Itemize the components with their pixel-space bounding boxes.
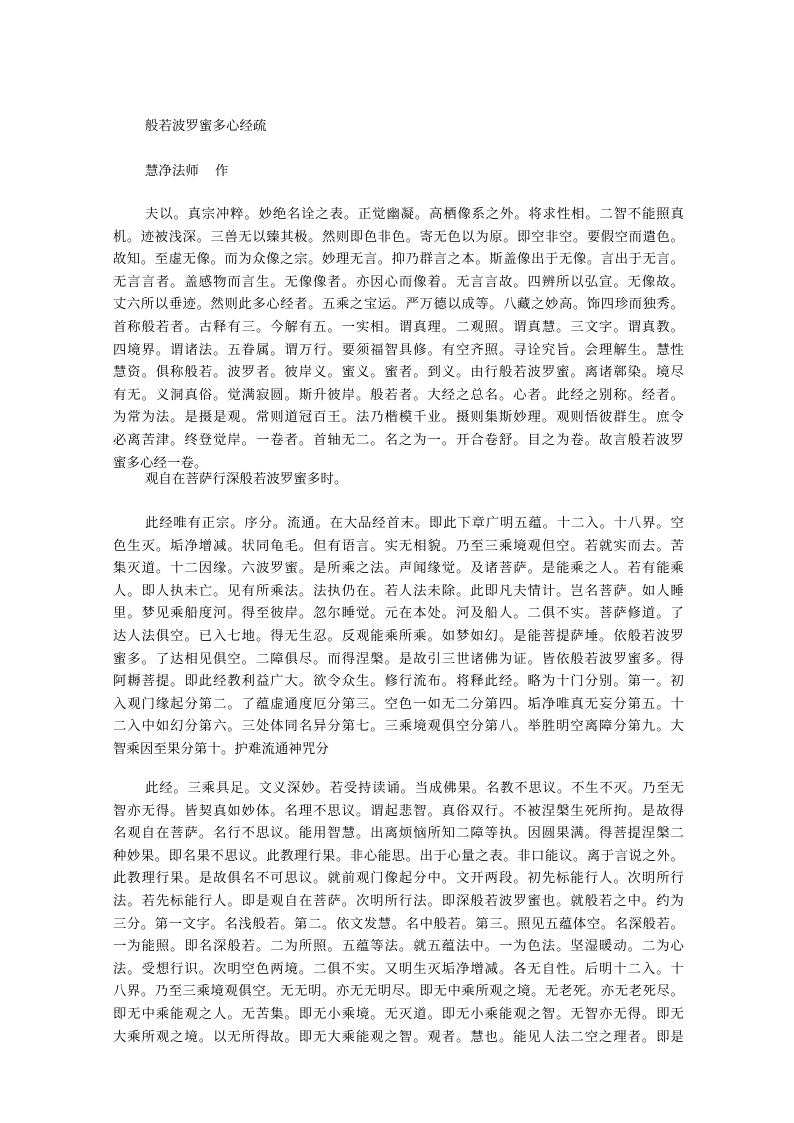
paragraph-line: 四境界。谓诸法。五眷属。谓万行。要须福智具修。有空齐照。寻诠究旨。会理解生。慧性 bbox=[113, 342, 684, 358]
paragraph-line: 夫以。真宗冲粹。妙绝名诠之表。正觉幽凝。高栖像系之外。将求性相。二智不能照真 bbox=[145, 207, 684, 222]
paragraph-line: 色生灭。垢净增减。状同龟毛。但有语言。实无相貌。乃至三乘境观但空。若就实而去。苦 bbox=[113, 538, 684, 554]
preface-paragraph bbox=[113, 204, 684, 475]
paragraph-line: 法。受想行识。次明空色两境。二俱不实。又明生灭垢净增减。各无自性。后明十二入。十 bbox=[113, 961, 684, 977]
paragraph-line: 智乘因至果分第十。护难流通神咒分 bbox=[113, 741, 329, 757]
paragraph-line: 有无。义洞真俗。觉满寂圆。斯升彼岸。般若者。大经之总名。心者。此经之别称。经者。 bbox=[113, 387, 684, 403]
author-line bbox=[145, 161, 229, 184]
paragraph-line: 集灭道。十二因缘。六波罗蜜。是所乘之法。声闻缘觉。及诸菩萨。是能乘之人。若有能乘 bbox=[113, 561, 684, 577]
paragraph-line: 种妙果。即名果不思议。此教理行果。非心能思。出于心量之表。非口能议。离于言说之外。 bbox=[113, 848, 684, 864]
author-suffix: 作 bbox=[215, 164, 229, 179]
paragraph-line: 达人法俱空。已入七地。得无生忍。反观能乘所乘。如梦如幻。是能菩提萨埵。依般若波罗 bbox=[113, 628, 684, 644]
paragraph-line: 里。梦见乘船度河。得至彼岸。忽尔睡觉。元在本处。河及船人。二俱不实。菩萨修道。了 bbox=[113, 606, 684, 622]
paragraph-line: 三分。第一文字。名浅般若。第二。依文发慧。名中般若。第三。照见五蕴体空。名深般若。 bbox=[113, 916, 684, 932]
paragraph-line: 法。若先标能行人。即是观自在菩萨。次明所行法。即深般若波罗蜜也。就般若之中。约为 bbox=[113, 893, 684, 909]
paragraph-line: 人。即人执未亡。见有所乘法。法执仍在。若人法未除。此即凡夫情计。岂名菩萨。如人睡 bbox=[113, 583, 684, 599]
paragraph-line: 即无中乘能观之人。无苦集。即无小乘境。无灭道。即无小乘能观之智。无智亦无得。即无 bbox=[113, 1006, 684, 1022]
paragraph-line: 蜜多心经一卷。 bbox=[113, 455, 208, 471]
commentary-paragraph bbox=[113, 513, 684, 762]
paragraph-line: 入观门缘起分第二。了蕴虚通度厄分第三。空色一如无二分第四。垢净唯真无妄分第五。十 bbox=[113, 696, 684, 712]
paragraph-line: 为常为法。是摄是观。常则道冠百王。法乃楷模千业。摄则集斯妙理。观则悟彼群生。庶令 bbox=[113, 410, 684, 426]
paragraph-line: 名观自在菩萨。名行不思议。能用智慧。出离烦恼所知二障等执。因圆果满。得菩提涅槃二 bbox=[113, 826, 684, 842]
paragraph-line: 此经唯有正宗。序分。流通。在大品经首末。即此下章广明五蕴。十二入。十八界。空 bbox=[145, 516, 684, 531]
paragraph-line: 二入中如幻分第六。三处体同名异分第七。三乘境观俱空分第八。举胜明空离障分第九。大 bbox=[113, 719, 684, 735]
paragraph-line: 故知。至虚无像。而为众像之宗。妙理无言。抑乃群言之本。斯盖像出于无像。言出于无言。 bbox=[113, 252, 684, 268]
paragraph-line: 观自在菩萨行深般若波罗蜜多时。 bbox=[145, 472, 348, 487]
paragraph-line: 丈六所以垂迹。然则此多心经者。五乘之宝运。严万德以成等。八藏之妙高。饰四珍而独秀。 bbox=[113, 297, 684, 313]
paragraph-line: 大乘所观之境。以无所得故。即无大乘能观之智。观者。慧也。能见人法二空之理者。即是 bbox=[113, 1029, 684, 1045]
paragraph-line: 此经。三乘具足。文义深妙。若受持读诵。当成佛果。名教不思议。不生不灭。乃至无 bbox=[145, 781, 684, 796]
sutra-quote-paragraph bbox=[113, 469, 684, 492]
title-text: 般若波罗蜜多心经疏 bbox=[145, 119, 267, 134]
paragraph-line: 阿耨菩提。即此经教利益广大。欲令众生。修行流布。将释此经。略为十门分别。第一。初 bbox=[113, 674, 684, 690]
paragraph-line: 无言言者。盖感物而言生。无像像者。亦因心而像着。无言言故。四辨所以弘宣。无像故。 bbox=[113, 274, 684, 290]
paragraph-line: 机。迹被浅深。三兽无以臻其极。然则即色非色。寄无色以为原。即空非空。要假空而遣色。 bbox=[113, 229, 684, 245]
paragraph-line: 首称般若者。古释有三。今解有五。一实相。谓真理。二观照。谓真慧。三文字。谓真教。 bbox=[113, 319, 684, 335]
paragraph-line: 一为能照。即名深般若。二为所照。五蕴等法。就五蕴法中。一为色法。坚湿暖动。二为心 bbox=[113, 939, 684, 955]
paragraph-line: 智亦无得。皆契真如妙体。名理不思议。谓起悲智。真俗双行。不被涅槃生死所拘。是故得 bbox=[113, 803, 684, 819]
paragraph-line: 蜜多。了达相见俱空。二障俱尽。而得涅槃。是故引三世诸佛为证。皆依般若波罗蜜多。得 bbox=[113, 651, 684, 667]
author-name: 慧净法师 bbox=[145, 164, 199, 179]
commentary-paragraph bbox=[113, 778, 684, 1049]
paragraph-line: 此教理行果。是故俱名不可思议。就前观门像起分中。文开两段。初先标能行人。次明所行 bbox=[113, 871, 684, 887]
document-title bbox=[145, 116, 266, 139]
paragraph-line: 慧资。俱称般若。波罗者。彼岸义。蜜义。蜜者。到义。由行般若波罗蜜。离诸鄣染。境尽 bbox=[113, 365, 684, 381]
paragraph-line: 八界。乃至三乘境观俱空。无无明。亦无无明尽。即无中乘所观之境。无老死。亦无老死尽。 bbox=[113, 984, 684, 1000]
paragraph-line: 必离苦津。终登觉岸。一卷者。首轴无二。名之为一。开合卷舒。目之为卷。故言般若波罗 bbox=[113, 432, 684, 448]
